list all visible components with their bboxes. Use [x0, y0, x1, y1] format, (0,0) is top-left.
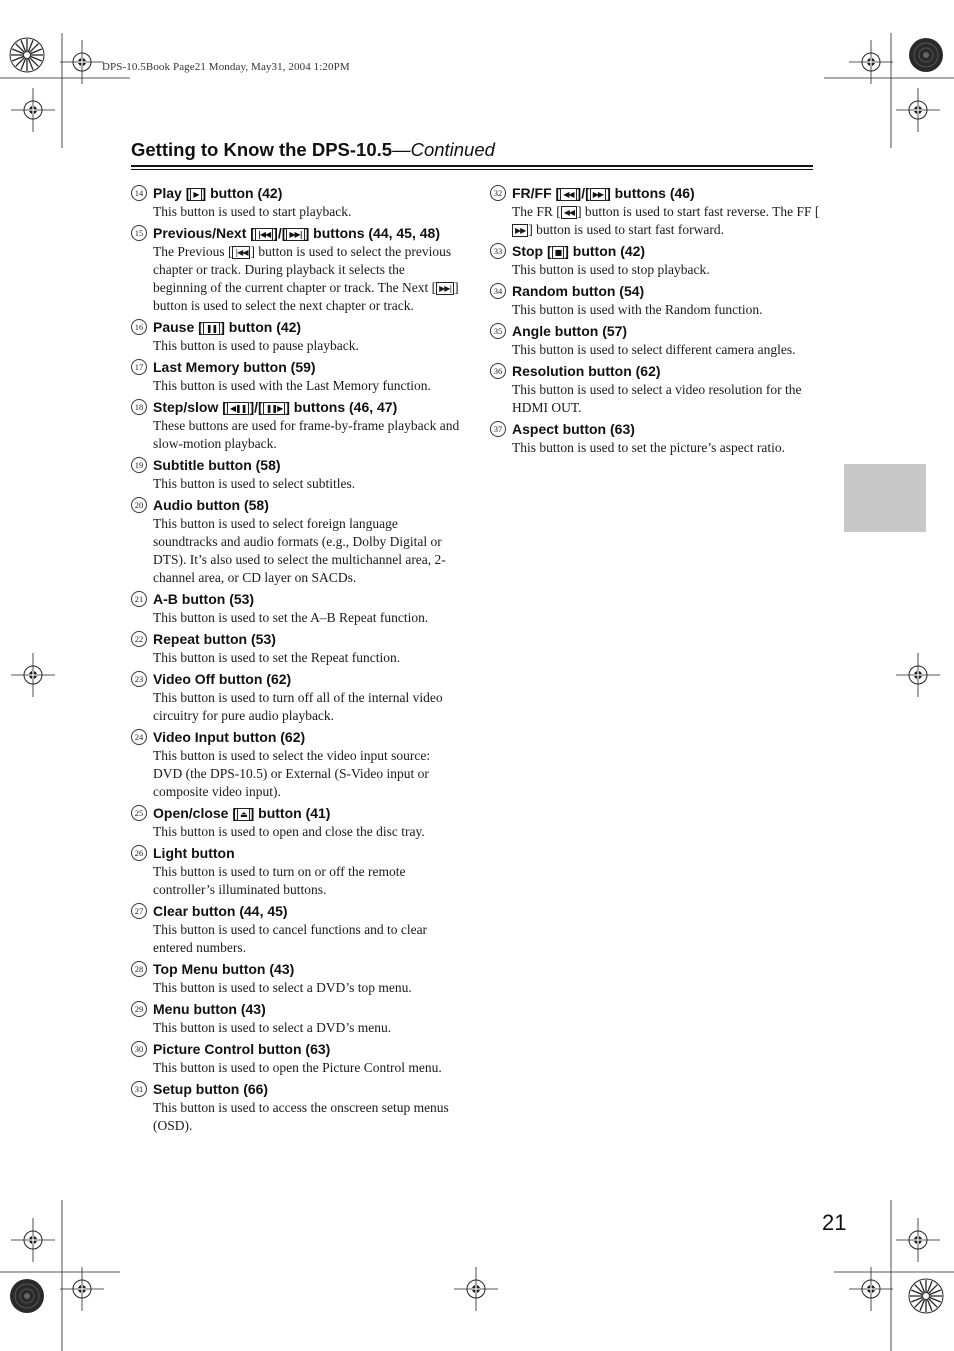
item-title: Setup button (66): [153, 1081, 269, 1097]
list-item: [131, 630, 461, 667]
item-description: The Previous [ |◀◀ ] button is used to select the previous chapter or track. During playback it selects the beginning of the current chapter or track. The Next [ ▶▶| ] button is used to select the next chapter or track.: [153, 244, 459, 313]
list-item: [131, 456, 461, 493]
list-item: [131, 590, 461, 627]
list-item: [131, 1080, 461, 1135]
item-description: This button is used to select different camera angles.: [512, 342, 796, 357]
item-description: This button is used to open the Picture Control menu.: [153, 1060, 442, 1075]
item-title: Previous/Next [ |◀◀ ]/[ ▶▶| ] buttons (44, 45, 48): [153, 225, 440, 241]
item-title: Random button (54): [512, 283, 645, 299]
item-title: Open/close [ ⏏ ] button (41): [153, 805, 331, 821]
item-description: This button is used to select a DVD’s top menu.: [153, 980, 412, 995]
previous-icon: |◀◀: [255, 228, 273, 241]
item-description: This button is used to stop playback.: [512, 262, 710, 277]
previous-icon: |◀◀: [232, 246, 250, 259]
item-number: 26: [131, 845, 147, 861]
list-item: [131, 1000, 461, 1037]
item-description: This button is used to set the picture’s aspect ratio.: [512, 440, 785, 455]
right-column: [490, 184, 820, 460]
fast-reverse-icon: ◀◀: [560, 188, 576, 201]
item-description: This button is used to turn off all of the internal video circuitry for pure audio playback.: [153, 690, 443, 723]
item-title: Play [ ▶ ] button (42): [153, 185, 283, 201]
item-title: Video Input button (62): [153, 729, 306, 745]
item-title: Repeat button (53): [153, 631, 276, 647]
item-title: Last Memory button (59): [153, 359, 316, 375]
item-number: 18: [131, 399, 147, 415]
play-icon: ▶: [190, 188, 201, 201]
item-description: This button is used to pause playback.: [153, 338, 359, 353]
item-description: These buttons are used for frame-by-frame playback and slow-motion playback.: [153, 418, 460, 451]
item-title: Resolution button (62): [512, 363, 661, 379]
item-description: This button is used to select the video input source: DVD (the DPS-10.5) or External (S-Video input or composite video input).: [153, 748, 431, 799]
item-number: 34: [490, 283, 506, 299]
item-number: 31: [131, 1081, 147, 1097]
item-number: 19: [131, 457, 147, 473]
page-number: 21: [822, 1210, 847, 1235]
list-item: [131, 670, 461, 725]
item-number: 28: [131, 961, 147, 977]
item-number: 32: [490, 185, 506, 201]
list-item: [490, 184, 820, 239]
page-title: [131, 139, 495, 161]
fast-reverse-icon: ◀◀: [561, 206, 577, 219]
list-item: [131, 1040, 461, 1077]
step-forward-icon: ❚❚▶: [263, 402, 286, 415]
item-title: Light button: [153, 845, 235, 861]
print-slug: DPS-10.5Book Page21 Monday, May31, 2004 1:20PM: [102, 61, 350, 73]
item-title: Video Off button (62): [153, 671, 292, 687]
item-description: This button is used with the Last Memory function.: [153, 378, 431, 393]
list-item: [490, 362, 820, 417]
item-number: 22: [131, 631, 147, 647]
item-number: 21: [131, 591, 147, 607]
eject-icon: ⏏: [237, 808, 250, 821]
page-title-continued: —Continued: [392, 139, 495, 160]
item-title: Audio button (58): [153, 497, 269, 513]
item-number: 15: [131, 225, 147, 241]
list-item: [131, 184, 461, 221]
item-title: Angle button (57): [512, 323, 628, 339]
item-title: Subtitle button (58): [153, 457, 281, 473]
item-number: 24: [131, 729, 147, 745]
list-item: [490, 242, 820, 279]
item-description: The FR [ ◀◀ ] button is used to start fast reverse. The FF [▶▶ ] button is used to start fast forward.: [512, 204, 820, 237]
list-item: [131, 496, 461, 587]
item-description: This button is used to access the onscreen setup menus (OSD).: [153, 1100, 449, 1133]
item-description: This button is used to start playback.: [153, 204, 352, 219]
item-number: 25: [131, 805, 147, 821]
item-number: 14: [131, 185, 147, 201]
item-title: Picture Control button (63): [153, 1041, 331, 1057]
list-item: [131, 902, 461, 957]
item-description: This button is used to set the Repeat function.: [153, 650, 401, 665]
item-description: This button is used to set the A–B Repeat function.: [153, 610, 429, 625]
section-tab: [844, 464, 926, 532]
item-description: This button is used with the Random function.: [512, 302, 763, 317]
list-item: [490, 282, 820, 319]
heading-rule: [131, 165, 813, 167]
list-item: [490, 420, 820, 457]
item-number: 29: [131, 1001, 147, 1017]
item-title: Step/slow [ ◀❚❚ ]/[ ❚❚▶ ] buttons (46, 47): [153, 399, 398, 415]
item-title: Pause [ ❚❚ ] button (42): [153, 319, 302, 335]
item-number: 16: [131, 319, 147, 335]
heading-rule-thin: [131, 169, 813, 170]
item-description: This button is used to select a DVD’s menu.: [153, 1020, 392, 1035]
item-description: This button is used to select subtitles.: [153, 476, 356, 491]
item-number: 35: [490, 323, 506, 339]
list-item: [131, 318, 461, 355]
item-number: 36: [490, 363, 506, 379]
page-title-main: Getting to Know the DPS-10.5: [131, 139, 393, 160]
next-icon: ▶▶|: [286, 228, 304, 241]
fast-forward-icon: ▶▶: [512, 224, 528, 237]
fast-forward-icon: ▶▶: [590, 188, 606, 201]
item-description: This button is used to select a video resolution for the HDMI OUT.: [512, 382, 802, 415]
item-description: This button is used to open and close the disc tray.: [153, 824, 425, 839]
left-column: [131, 184, 461, 1138]
item-title: Clear button (44, 45): [153, 903, 288, 919]
item-title: Aspect button (63): [512, 421, 635, 437]
list-item: [131, 804, 461, 841]
item-number: 23: [131, 671, 147, 687]
item-title: A-B button (53): [153, 591, 255, 607]
pause-icon: ❚❚: [203, 322, 220, 335]
item-number: 20: [131, 497, 147, 513]
list-item: [131, 358, 461, 395]
item-number: 33: [490, 243, 506, 259]
item-number: 27: [131, 903, 147, 919]
next-icon: ▶▶|: [436, 282, 454, 295]
item-title: FR/FF [ ◀◀ ]/[ ▶▶ ] buttons (46): [512, 185, 695, 201]
list-item: [131, 398, 461, 453]
item-description: This button is used to select foreign language soundtracks and audio formats (e.g., Dolby Digital or DTS). It’s also used to select the multichannel area, 2-channel area, or CD layer on SACDs.: [153, 516, 446, 585]
step-back-icon: ◀❚❚: [227, 402, 250, 415]
item-title: Stop [ ■ ] button (42): [512, 243, 646, 259]
item-title: Top Menu button (43): [153, 961, 295, 977]
item-description: This button is used to cancel functions and to clear entered numbers.: [153, 922, 428, 955]
list-item: [131, 960, 461, 997]
item-number: 37: [490, 421, 506, 437]
item-number: 30: [131, 1041, 147, 1057]
list-item: [131, 844, 461, 899]
stop-icon: ■: [552, 246, 565, 259]
list-item: [131, 728, 461, 801]
item-title: Menu button (43): [153, 1001, 266, 1017]
list-item: [131, 224, 461, 315]
item-number: 17: [131, 359, 147, 375]
list-item: [490, 322, 820, 359]
item-description: This button is used to turn on or off the remote controller’s illuminated buttons.: [153, 864, 406, 897]
